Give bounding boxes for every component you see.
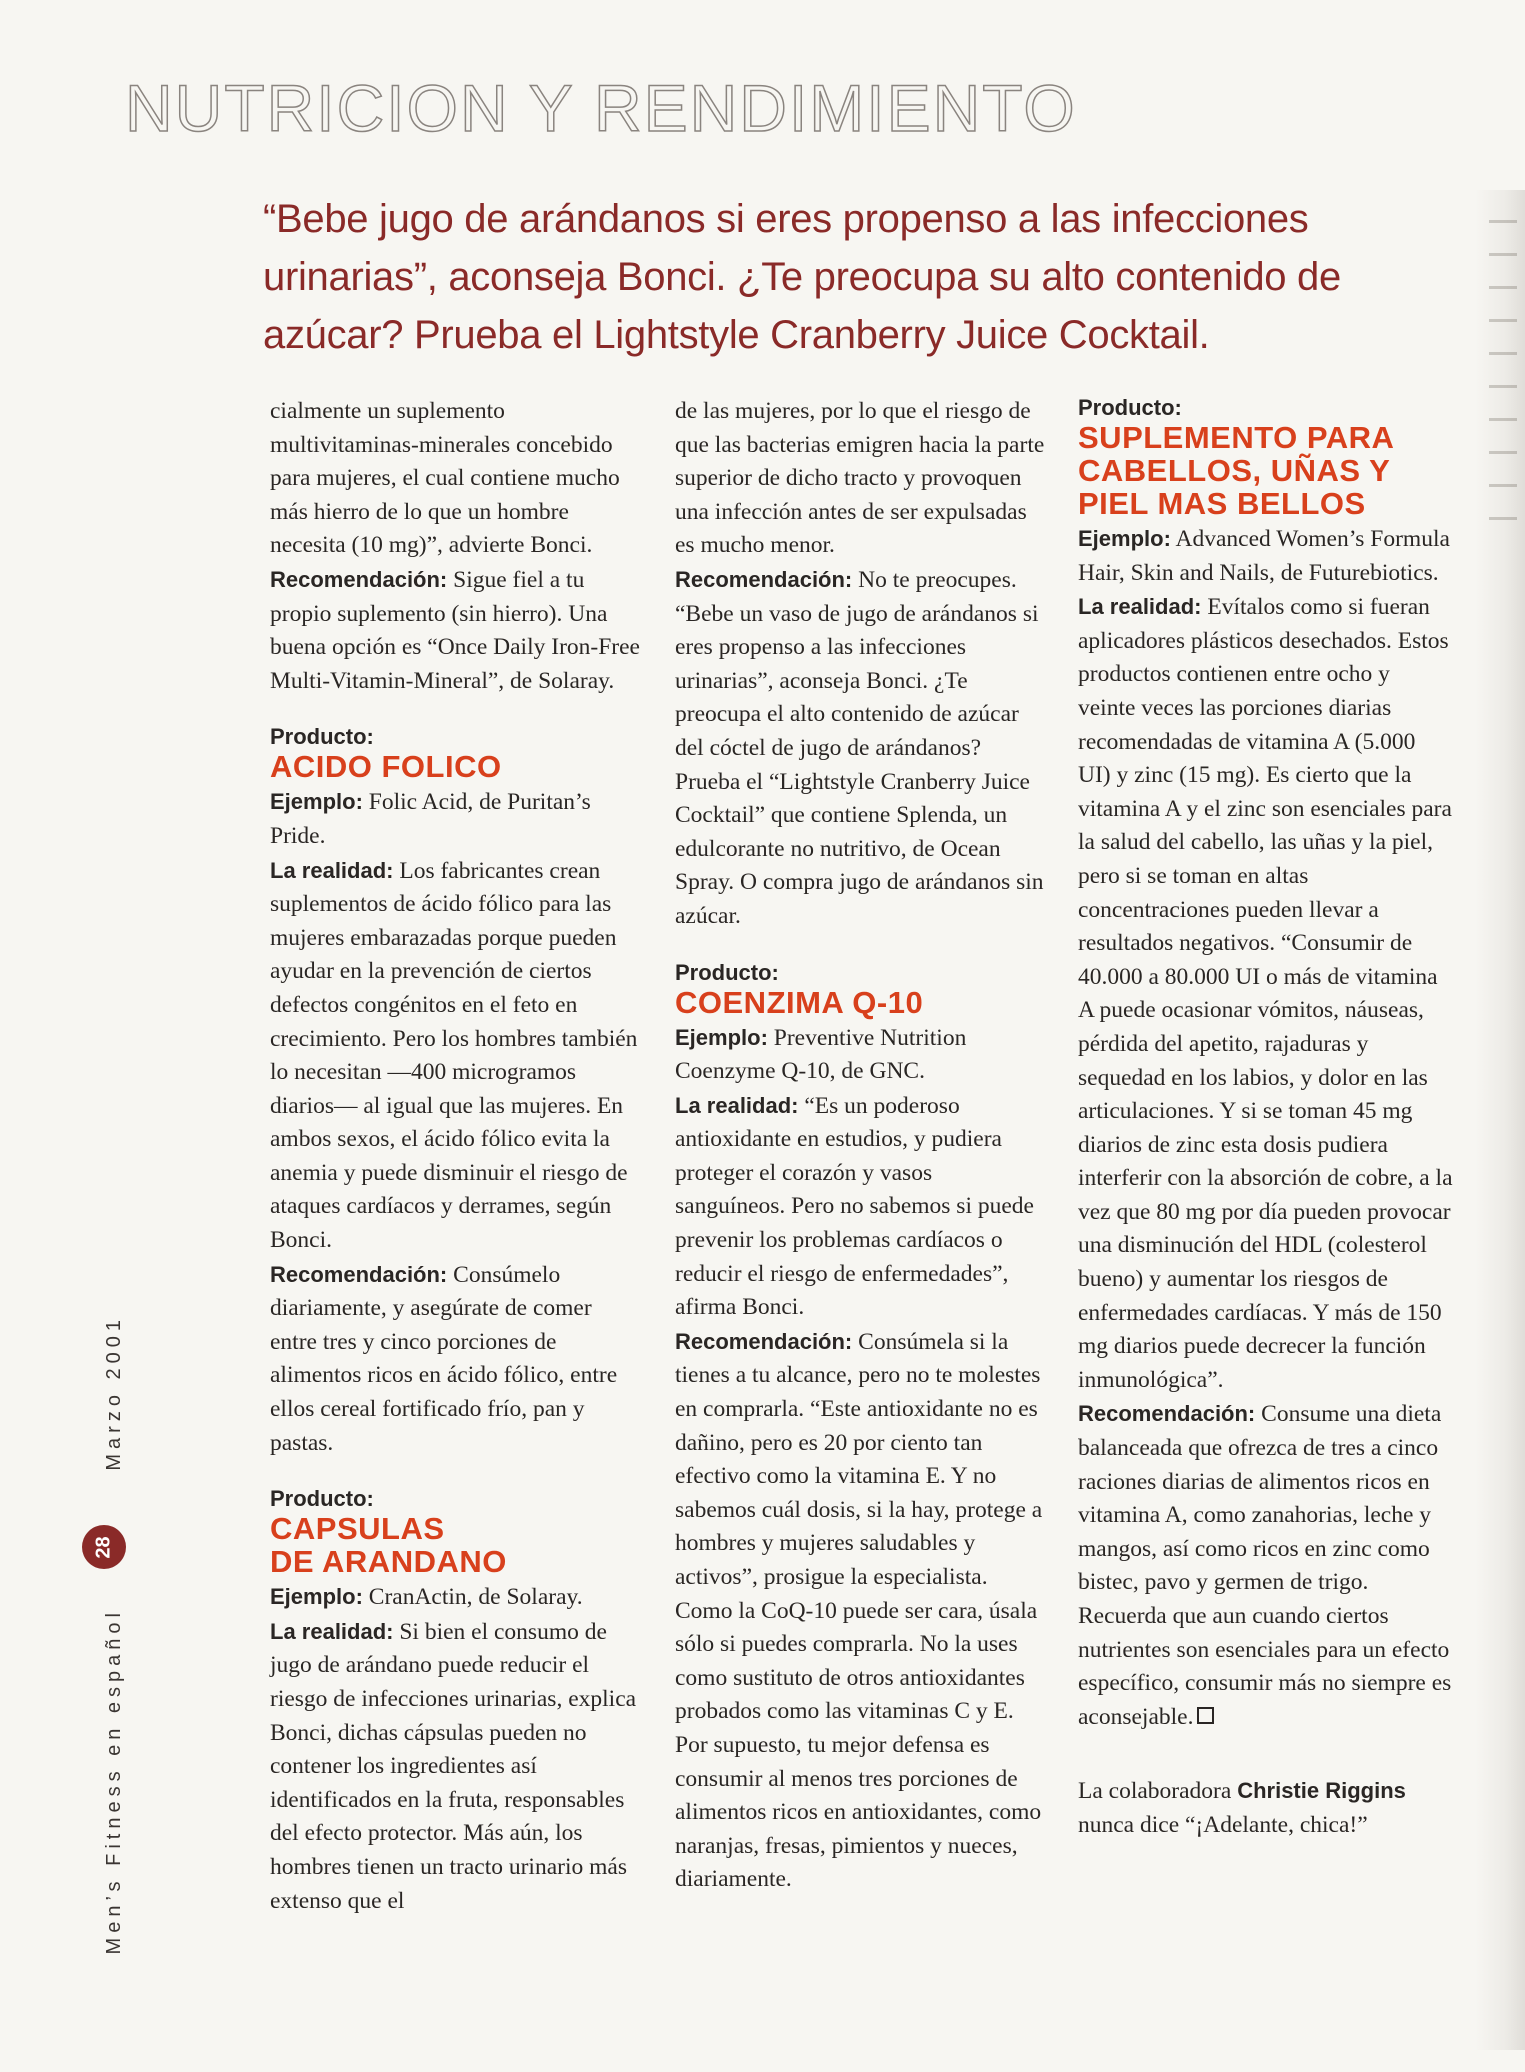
author-name: Christie Riggins (1237, 1778, 1406, 1804)
body-paragraph: de las mujeres, por lo que el riesgo de que las bacterias emigren hacia la parte superior de dicho tracto y provoquen una infección antes de ser expulsadas es mucho menor. (675, 398, 1045, 559)
reality-paragraph (270, 1615, 640, 1918)
reality-label: La realidad: (1078, 594, 1202, 620)
product-name-line: CAPSULAS (270, 1511, 445, 1547)
pull-quote: “Bebe jugo de arándanos si eres propenso a las infecciones urinarias”, aconseja Bonci. ¿Te preocupa su alto contenido de azúcar? Prueba el Lightstyle Cranberry Juice Cocktail. (263, 197, 1341, 357)
page-number-badge (82, 1525, 126, 1569)
recommendation-label: Recomendación: (270, 566, 448, 592)
product-name-suplemento (1078, 421, 1453, 520)
example-text: Preventive Nutrition Coenzyme Q-10, de GNC. (675, 1024, 967, 1085)
example-paragraph (1078, 522, 1453, 590)
example-text: Folic Acid, de Puritan’s Pride. (270, 789, 591, 849)
product-name-line: SUPLEMENTO PARA (1078, 420, 1395, 455)
body-paragraph: cialmente un suplemento multivitaminas-minerales concebido para mujeres, el cual contiene mucho más hierro de lo que un hombre necesita (10 mg)”, advierte Bonci. (270, 398, 620, 559)
reality-text: Si bien el consumo de jugo de arándano puede reducir el riesgo de infecciones urinarias, explica Bonci, dichas cápsulas pueden no contener los ingredientes así identificados en la fruta, responsables del efecto protector. Más aún, los hombres tienen un tracto urinario más extenso que el (270, 1618, 637, 1914)
example-paragraph (270, 785, 640, 853)
adjacent-page-edge (1475, 190, 1525, 2050)
recommendation-label: Recomendación: (1078, 1401, 1256, 1427)
recommendation-paragraph (675, 1325, 1045, 1897)
article-column-3 (1078, 395, 1453, 1843)
recommendation-text: Consume una dieta balanceada que ofrezca de tres a cinco raciones diarias de alimentos ricos en vitamina A, como zanahorias, leche y mangos, así como ricos en zinc como bistec, pavo y germen de trigo. Recuerda que aun cuando ciertos nutrientes son esenciales para un efecto específico, consumir más no siempre es aconsejable. (1078, 1401, 1452, 1730)
product-name-acido-folico: ACIDO FOLICO (270, 749, 502, 785)
example-paragraph (270, 1580, 640, 1615)
example-text: CranActin, de Solaray. (368, 1584, 583, 1611)
product-name-capsulas (270, 1512, 640, 1578)
article-column-2 (675, 395, 1045, 1897)
reality-text: Los fabricantes crean suplementos de ácido fólico para las mujeres embarazadas porque pueden ayudar en la prevención de ciertos defectos congénitos en el feto en crecimiento. Pero los hombres también lo necesitan —400 microgramos diarios— al igual que las mujeres. En ambos sexos, el ácido fólico evita la anemia y puede disminuir el riesgo de ataques cardíacos y derrames, según Bonci. (270, 857, 638, 1254)
product-name-line: PIEL MAS BELLOS (1078, 486, 1366, 521)
credit-text: nunca dice “¡Adelante, chica!” (1078, 1811, 1368, 1838)
recommendation-paragraph (270, 1258, 640, 1461)
section-title: NUTRICION Y RENDIMIENTO (125, 71, 1077, 145)
reality-paragraph (270, 854, 640, 1258)
example-label: Ejemplo: (270, 1584, 363, 1610)
product-name-line: CABELLOS, UÑAS Y (1078, 453, 1391, 488)
product-label: Producto: (1078, 395, 1182, 420)
reality-label: La realidad: (675, 1092, 799, 1118)
reality-label: La realidad: (270, 857, 394, 883)
product-label: Producto: (270, 724, 374, 750)
recommendation-label: Recomendación: (270, 1261, 448, 1287)
issue-date: Marzo 2001 (103, 1315, 125, 1471)
example-text: Advanced Women’s Formula Hair, Skin and Nails, de Futurebiotics. (1078, 526, 1450, 586)
recommendation-label: Recomendación: (675, 1328, 853, 1354)
example-label: Ejemplo: (270, 789, 363, 815)
reality-text: Evítalos como si fueran aplicadores plásticos desechados. Estos productos contienen entre ocho y veinte veces las porciones diarias recomendadas de vitamina A (5.000 UI) y zinc (15 mg). Es cierto que la vitamina A y el zinc son esenciales para la salud del cabello, las uñas y la piel, pero si se toman en altas concentraciones pueden llevar a resultados negativos. “Consumir de 40.000 a 80.000 UI o más de vitamina A puede ocasionar vómitos, náuseas, pérdida del apetito, rajaduras y sequedad en los labios, y dolor en las articulaciones. Y si se toman 45 mg diarios de zinc esta dosis pudiera interferir con la absorción de cobre, a la vez que 80 mg por día pueden provocar una disminución del HDL (colesterol bueno) y aumentar los riesgos de enfermedades cardíacas. Y más de 150 mg diarios puede decrecer la función inmunológica”. (1078, 594, 1453, 1393)
recommendation-text: Consúmela si la tienes a tu alcance, pero no te molestes en comprarla. “Este antioxidante no es dañino, pero es 20 por ciento tan efectivo como la vitamina E. Y no sabemos cuál dosis, si la hay, protege a hombres y mujeres saludables y activos”, prosigue la especialista. Como la CoQ-10 puede ser cara, úsala sólo si puedes comprarla. No la uses como sustituto de otros antioxidantes probados como las vitaminas C y E. Por supuesto, tu mejor defensa es consumir al menos tres porciones de alimentos ricos en antioxidantes, como naranjas, fresas, pimientos y nueces, diariamente. (675, 1328, 1043, 1893)
reality-label: La realidad: (270, 1618, 394, 1644)
product-label: Producto: (675, 959, 779, 985)
reality-paragraph (1078, 590, 1453, 1397)
product-name-line: DE ARANDANO (270, 1544, 507, 1580)
author-credit (1078, 1774, 1453, 1842)
example-label: Ejemplo: (675, 1024, 768, 1050)
credit-text: La colaboradora (1078, 1778, 1232, 1805)
recommendation-paragraph (270, 563, 640, 698)
product-name-coenzima: COENZIMA Q-10 (675, 984, 924, 1020)
page-number: 28 (92, 1535, 115, 1559)
end-mark-icon (1197, 1707, 1214, 1724)
recommendation-text: No te preocupes. “Bebe un vaso de jugo de arándanos si eres propenso a las infecciones urinarias”, aconseja Bonci. ¿Te preocupa el alto contenido de azúcar del cóctel de jugo de arándanos? Prueba el “Lightstyle Cranberry Juice Cocktail” que contiene Splenda, un edulcorante no nutritivo, de Ocean Spray. O compra jugo de arándanos sin azúcar. (675, 566, 1044, 929)
reality-text: “Es un poderoso antioxidante en estudios, y pudiera proteger el corazón y vasos sanguíneos. Pero no sabemos si puede prevenir los problemas cardíacos o reducir el riesgo de enfermedades”, afirma Bonci. (675, 1092, 1034, 1321)
example-paragraph (675, 1021, 1045, 1089)
publication-name: Men’s Fitness en español (103, 1608, 125, 1955)
recommendation-text: Consúmelo diariamente, y asegúrate de comer entre tres y cinco porciones de alimentos ricos en ácido fólico, entre ellos cereal fortificado frío, pan y pastas. (270, 1261, 618, 1456)
article-column-1 (270, 395, 640, 1918)
reality-paragraph (675, 1089, 1045, 1325)
recommendation-paragraph (675, 563, 1045, 934)
recommendation-paragraph (1078, 1397, 1453, 1734)
product-label: Producto: (270, 1486, 374, 1512)
example-label: Ejemplo: (1078, 526, 1171, 551)
recommendation-label: Recomendación: (675, 566, 853, 592)
recommendation-text: Sigue fiel a tu propio suplemento (sin hierro). Una buena opción es “Once Daily Iron-Free Multi-Vitamin-Mineral”, de Solaray. (270, 566, 640, 694)
